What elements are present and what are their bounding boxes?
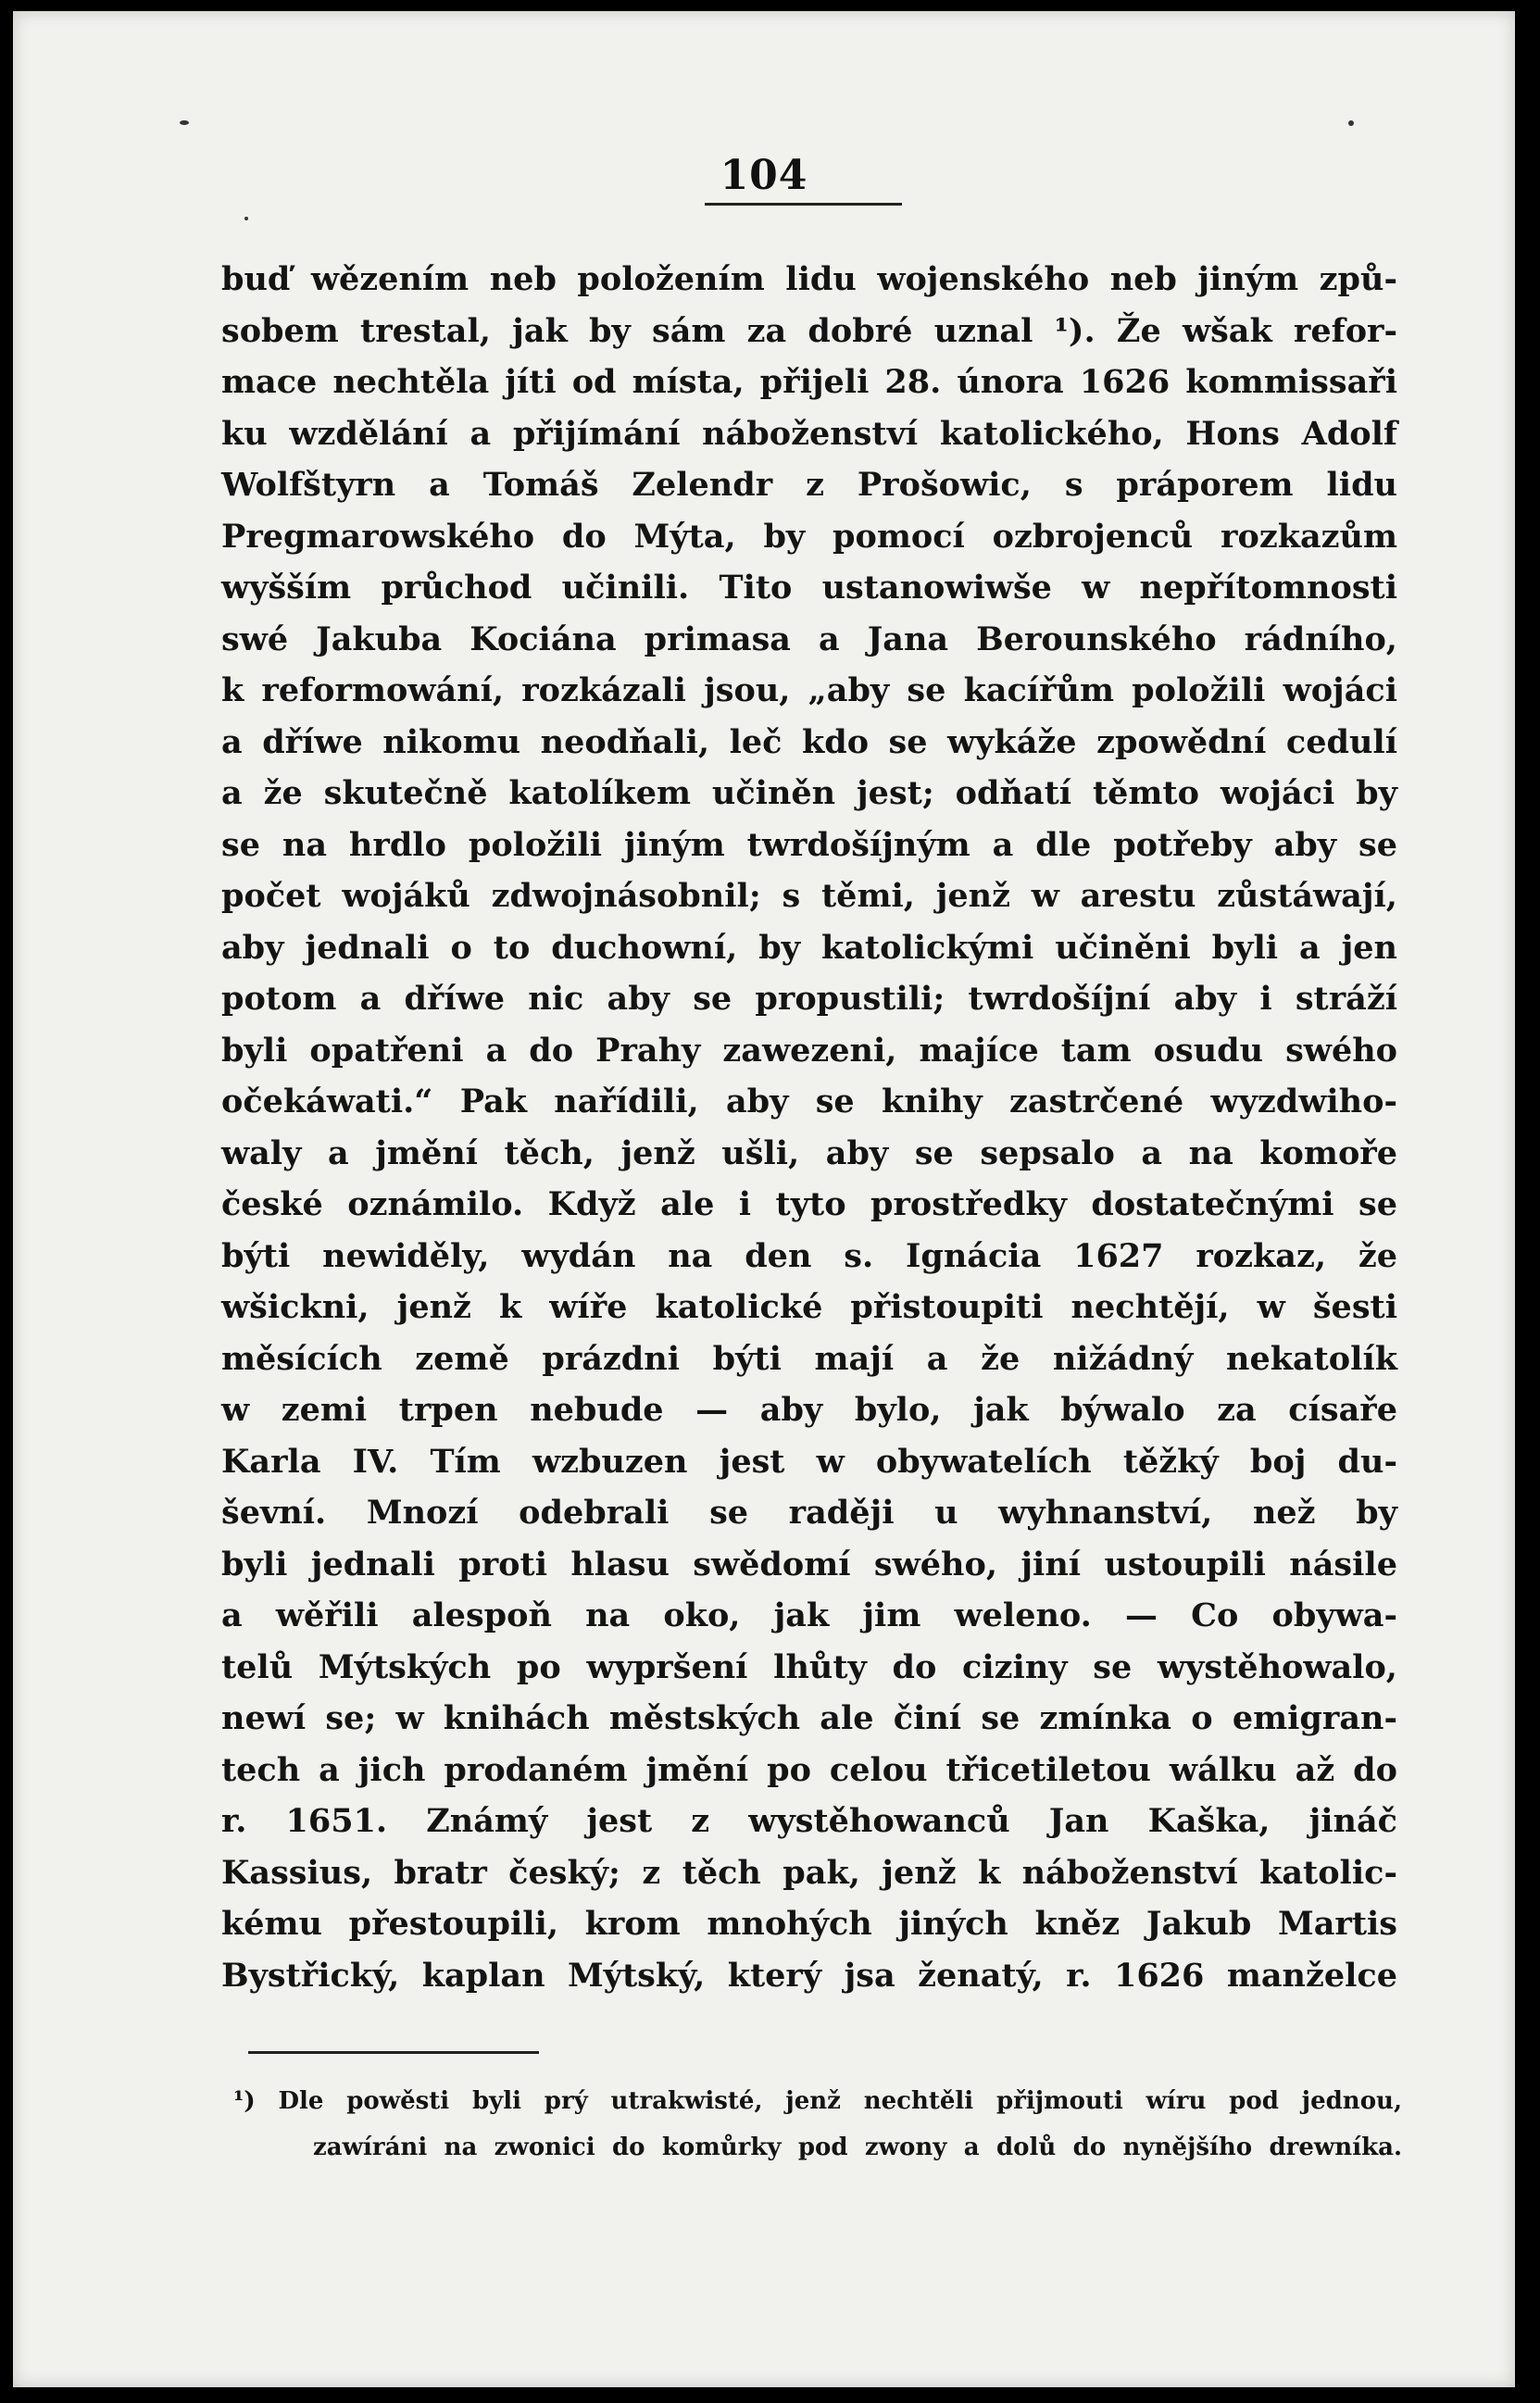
text-line: býti newiděly, wydán na den s. Ignácia 1627 rozkaz, že xyxy=(221,1236,1397,1275)
text-line: tech a jich prodaném jmění po celou třicetiletou wálku až do xyxy=(221,1750,1397,1789)
text-line: waly a jmění těch, jenž ušli, aby se sepsalo a na komoře xyxy=(221,1133,1397,1172)
page-number-rule xyxy=(705,203,902,206)
text-line: Wolfštyrn a Tomáš Zelendr z Prošowic, s práporem lidu xyxy=(221,466,1397,504)
text-line: a wěřili alespoň na oko, jak jim weleno. — Co obywa- xyxy=(221,1596,1397,1634)
text-line: w zemi trpen nebude — aby bylo, jak býwalo za císaře xyxy=(221,1391,1397,1429)
text-line: telů Mýtských po wypršení lhůty do ciziny se wystěhowalo, xyxy=(221,1647,1397,1686)
text-line: sobem trestal, jak by sám za dobré uznal ¹). Že wšak refor- xyxy=(221,311,1397,350)
text-line: Pregmarowského do Mýta, by pomocí ozbrojenců rozkazům xyxy=(221,517,1397,556)
text-line: měsících země prázdni býti mají a že nižádný nekatolík xyxy=(221,1339,1397,1378)
text-line: k reformowání, rozkázali jsou, „aby se kacířům položili wojáci xyxy=(221,671,1397,709)
text-line: a že skutečně katolíkem učiněn jest; odňatí těmto wojáci by xyxy=(221,774,1397,812)
paper-speck xyxy=(180,120,189,125)
text-line: r. 1651. Známý jest z wystěhowanců Jan Kaška, jináč xyxy=(221,1802,1397,1840)
text-line: aby jednali o to duchowní, by katolickými učiněni byli a jen xyxy=(221,928,1397,967)
text-line: české oznámilo. Když ale i tyto prostředky dostatečnými se xyxy=(221,1185,1397,1223)
text-line: newí se; w knihách městských ale činí se zmínka o emigran- xyxy=(221,1699,1397,1737)
text-line: ševní. Mnozí odebrali se raději u wyhnanství, než by xyxy=(221,1494,1397,1532)
paper-speck xyxy=(244,217,248,220)
text-line: swé Jakuba Kociána primasa a Jana Berounského rádního, xyxy=(221,620,1397,658)
paper-speck xyxy=(1348,120,1354,126)
text-line: wyšším průchod učinili. Tito ustanowiwše w nepřítomnosti xyxy=(221,569,1397,607)
text-line: potom a dříwe nic aby se propustili; twrdošíjní aby i stráží xyxy=(221,980,1397,1018)
page-number: 104 xyxy=(720,152,808,199)
text-line: počet wojáků zdwojnásobnil; s těmi, jenž w arestu zůstáwají, xyxy=(221,877,1397,915)
footnote-rule xyxy=(248,2051,539,2054)
text-line: byli jednali proti hlasu swědomí swého, jiní ustoupili násile xyxy=(221,1545,1397,1583)
book-page xyxy=(13,11,1515,2387)
text-line: očekáwati.“ Pak nařídili, aby se knihy zastrčené wyzdwiho- xyxy=(221,1083,1397,1120)
text-line: a dříwe nikomu neodňali, leč kdo se wykáže zpowědní cedulí xyxy=(221,722,1397,761)
text-line: se na hrdlo položili jiným twrdošíjným a dle potřeby aby se xyxy=(221,825,1397,864)
footnote-line: zawíráni na zwonici do komůrky pod zwony a dolů do nynějšího drewníka. xyxy=(313,2134,1402,2161)
body-text xyxy=(221,254,1397,2001)
footnote xyxy=(233,2078,1402,2171)
text-line: buď wězením neb položením lidu wojenského neb jiným způ- xyxy=(221,260,1397,298)
text-line: wšickni, jenž k wíře katolické přistoupiti nechtějí, w šesti xyxy=(221,1288,1397,1326)
text-line: Kassius, bratr český; z těch pak, jenž k náboženství katolic- xyxy=(221,1853,1397,1892)
text-line: byli opatřeni a do Prahy zawezeni, majíce tam osudu swého xyxy=(221,1031,1397,1070)
text-line: ku wzdělání a přijímání náboženství katolického, Hons Adolf xyxy=(221,414,1397,453)
text-line: Bystřický, kaplan Mýtský, který jsa ženatý, r. 1626 manželce xyxy=(221,1956,1397,1995)
text-line: Karla IV. Tím wzbuzen jest w obywatelích těžký boj du- xyxy=(221,1442,1397,1481)
footnote-line: ¹) Dle powěsti byli prý utrakwisté, jenž nechtěli přijmouti wíru pod jednou, xyxy=(233,2087,1402,2115)
text-line: mace nechtěla jíti od místa, přijeli 28. února 1626 kommissaři xyxy=(221,363,1397,401)
text-line: kému přestoupili, krom mnohých jiných kněz Jakub Martis xyxy=(221,1905,1397,1943)
